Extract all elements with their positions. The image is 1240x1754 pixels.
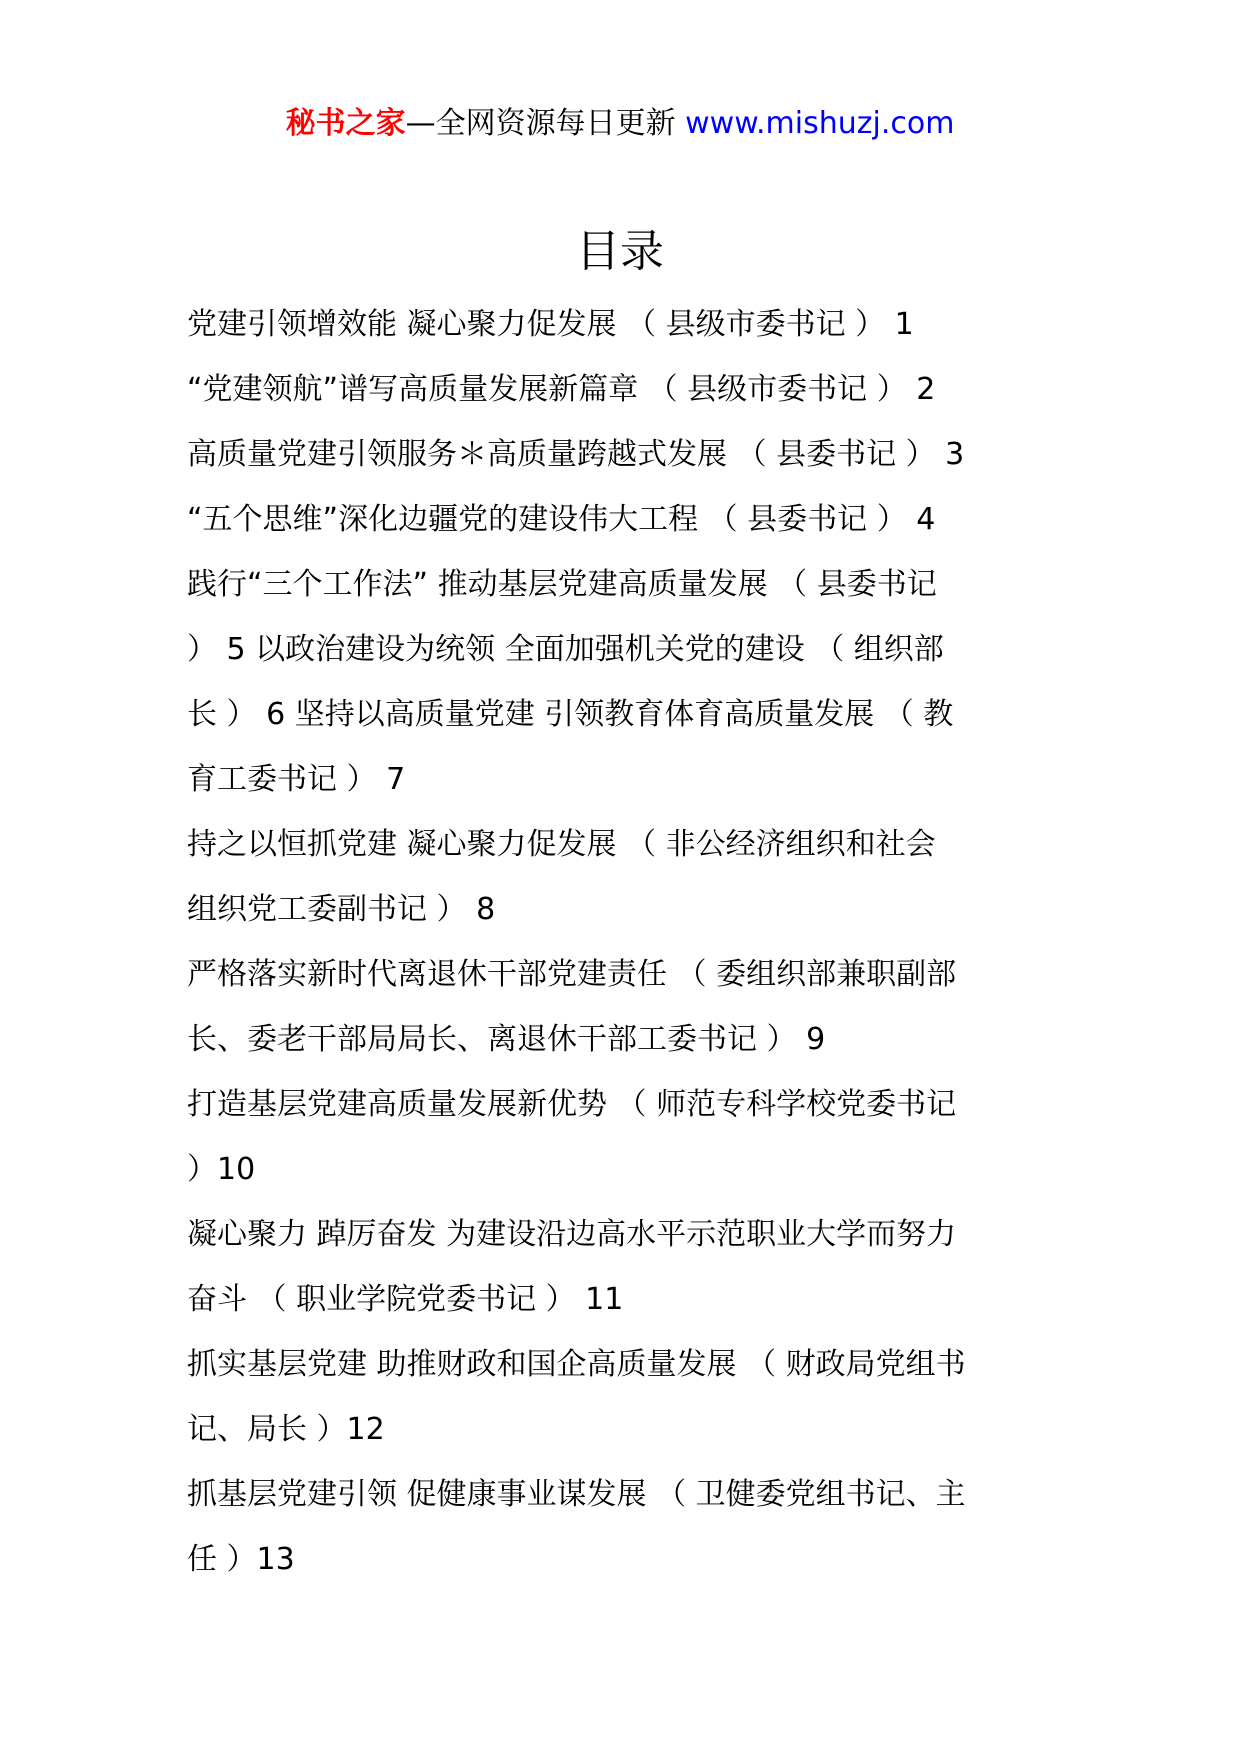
toc-line[interactable]: ）10: [187, 1152, 256, 1187]
toc-line[interactable]: 组织党工委副书记 ） 8: [187, 892, 496, 927]
toc-line[interactable]: 抓实基层党建 助推财政和国企高质量发展 （ 财政局党组书: [187, 1347, 966, 1382]
toc-line[interactable]: 记、局长 ）12: [187, 1412, 385, 1447]
toc-line[interactable]: 奋斗 （ 职业学院党委书记 ） 11: [187, 1282, 624, 1317]
page-title: 目录: [576, 226, 664, 277]
toc-line[interactable]: ） 5 以政治建设为统领 全面加强机关党的建设 （ 组织部: [187, 632, 944, 667]
toc-line[interactable]: 践行“三个工作法” 推动基层党建高质量发展 （ 县委书记: [187, 567, 937, 602]
header-slogan: —全网资源每日更新: [405, 106, 686, 141]
toc-line[interactable]: 长、委老干部局局长、离退休干部工委书记 ） 9: [187, 1022, 826, 1057]
toc-line[interactable]: “五个思维”深化边疆党的建设伟大工程 （ 县委书记 ） 4: [187, 502, 936, 537]
toc-line[interactable]: 凝心聚力 踔厉奋发 为建设沿边高水平示范职业大学而努力: [187, 1217, 957, 1252]
toc-line[interactable]: 长 ） 6 坚持以高质量党建 引领教育体育高质量发展 （ 教: [187, 697, 954, 732]
table-of-contents: [187, 292, 1067, 1592]
site-header: [0, 100, 1240, 148]
brand-name: 秘书之家: [285, 106, 406, 141]
toc-line[interactable]: 育工委书记 ） 7: [187, 762, 406, 797]
toc-line[interactable]: 抓基层党建引领 促健康事业谋发展 （ 卫健委党组书记、主: [187, 1477, 966, 1512]
toc-line[interactable]: 持之以恒抓党建 凝心聚力促发展 （ 非公经济组织和社会: [187, 827, 936, 862]
toc-line[interactable]: 严格落实新时代离退休干部党建责任 （ 委组织部兼职副部: [187, 957, 957, 992]
toc-line[interactable]: “党建领航”谱写高质量发展新篇章 （ 县级市委书记 ） 2: [187, 372, 936, 407]
header-url-link[interactable]: www.mishuzj.com: [685, 106, 955, 141]
toc-line[interactable]: 高质量党建引领服务＊高质量跨越式发展 （ 县委书记 ） 3: [187, 437, 965, 472]
toc-line[interactable]: 党建引领增效能 凝心聚力促发展 （ 县级市委书记 ） 1: [187, 307, 914, 342]
toc-line[interactable]: 任 ）13: [187, 1542, 295, 1577]
toc-line[interactable]: 打造基层党建高质量发展新优势 （ 师范专科学校党委书记: [187, 1087, 957, 1122]
